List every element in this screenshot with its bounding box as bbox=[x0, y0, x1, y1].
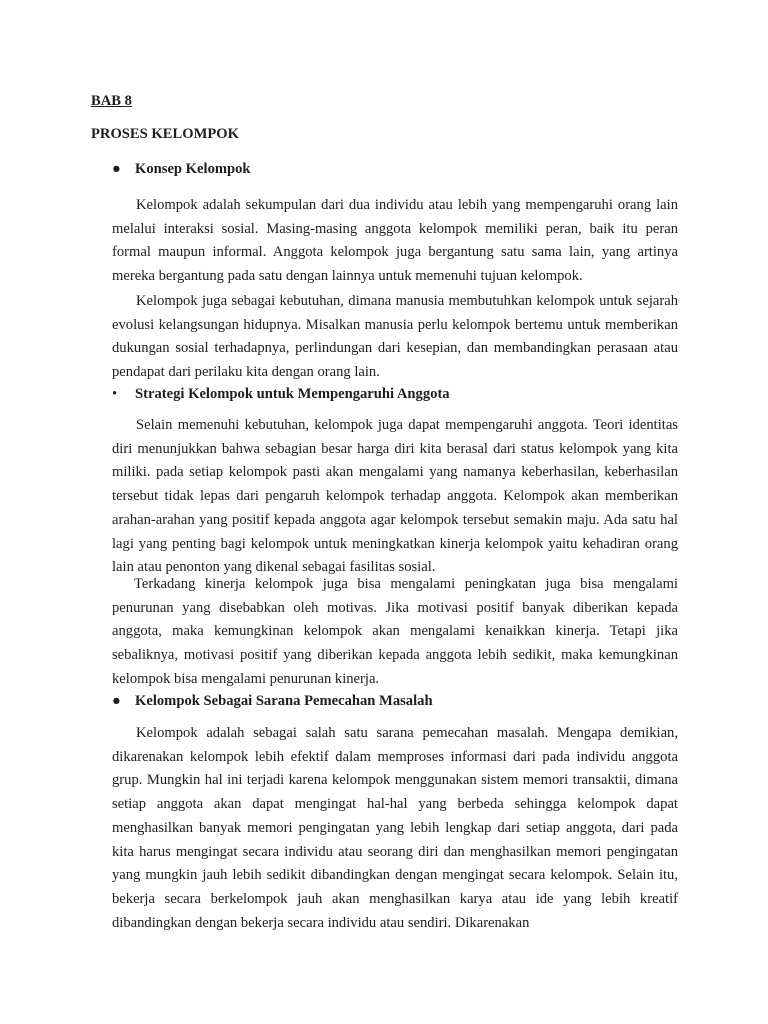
section-heading-strategi-kelompok bbox=[112, 386, 450, 403]
chapter-title: PROSES KELOMPOK bbox=[91, 126, 239, 142]
paragraph: Selain memenuhi kebutuhan, kelompok juga dapat mempengaruhi anggota. Teori identitas diri menunjukkan bahwa sebagian besar harga diri kita berasal dari status kelompok yang kita miliki. pada setiap kelompok pasti akan mengalami yang namanya keberhasilan, keberhasilan tersebut tidak lepas dari pengaruh kelompok terhadap anggota. Kelompok akan memberikan arahan-arahan yang positif kepada anggota agar kelompok tersebut semakin maju. Ada satu hal lagi yang penting bagi kelompok untuk meningkatkan kinerja kelompok yaitu kehadiran orang lain atau penonton yang dikenal sebagai fasilitas sosial. bbox=[112, 417, 678, 576]
bullet-icon: • bbox=[112, 386, 118, 402]
bullet-icon: ● bbox=[112, 161, 121, 177]
paragraph: Kelompok adalah sebagai salah satu sarana pemecahan masalah. Mengapa demikian, dikarenakan kelompok lebih efektif dalam memproses informasi dari pada individu anggota grup. Mungkin hal ini terjadi karena kelompok menggunakan sistem memori transaktii, dimana setiap anggota akan dapat mengingat hal-hal yang berbeda sehingga kelompok dapat menghasilkan banyak memori pengingatan yang lebih lengkap dari setiap anggota, dari pada kita harus mengingat secara individu atau seorang diri dan menghasilkan memori pengingatan yang mungkin jauh lebih sedikit dibandingkan dengan mengingat secara kelompok. Selain itu, bekerja secara berkelompok jauh akan menghasilkan karya atau ide yang lebih kreatif dibandingkan dengan bekerja secara individu atau sendiri. Dikarenakan bbox=[112, 725, 678, 931]
paragraph: Terkadang kinerja kelompok juga bisa mengalami peningkatan juga bisa mengalami penurunan yang disebabkan oleh motivas. Jika motivasi positif banyak diberikan kepada anggota, maka kemungkinan kelompok akan mengalami kenaikkan kinerja. Tetapi jika sebaliknya, motivasi positif yang diberikan kepada anggota lebih sedikit, maka kemungkinan kelompok bisa mengalami penurunan kinerja. bbox=[112, 576, 678, 687]
section-heading-text: Konsep Kelompok bbox=[135, 161, 251, 177]
section-heading-text: Kelompok Sebagai Sarana Pemecahan Masalah bbox=[135, 693, 433, 709]
paragraph: Kelompok adalah sekumpulan dari dua individu atau lebih yang mempengaruhi orang lain melalui interaksi sosial. Masing-masing anggota kelompok memiliki peran, baik itu peran formal maupun informal. Anggota kelompok juga bergantung satu sama lain, yang artinya mereka bergantung pada satu dengan lainnya untuk memenuhi tujuan kelompok. bbox=[112, 197, 678, 285]
section-heading-pemecahan-masalah bbox=[112, 693, 433, 710]
bullet-icon: ● bbox=[112, 693, 121, 709]
section-heading-konsep-kelompok bbox=[112, 161, 251, 178]
chapter-label: BAB 8 bbox=[91, 93, 132, 109]
paragraph: Kelompok juga sebagai kebutuhan, dimana manusia membutuhkan kelompok untuk sejarah evolusi kelangsungan hidupnya. Misalkan manusia perlu kelompok bertemu untuk memberikan dukungan sosial terhadapnya, perlindungan dari kesepian, dan membandingkan perasaan atau pendapat dari perilaku kita dengan orang lain. bbox=[112, 293, 678, 381]
section-heading-text: Strategi Kelompok untuk Mempengaruhi Anggota bbox=[135, 386, 450, 402]
